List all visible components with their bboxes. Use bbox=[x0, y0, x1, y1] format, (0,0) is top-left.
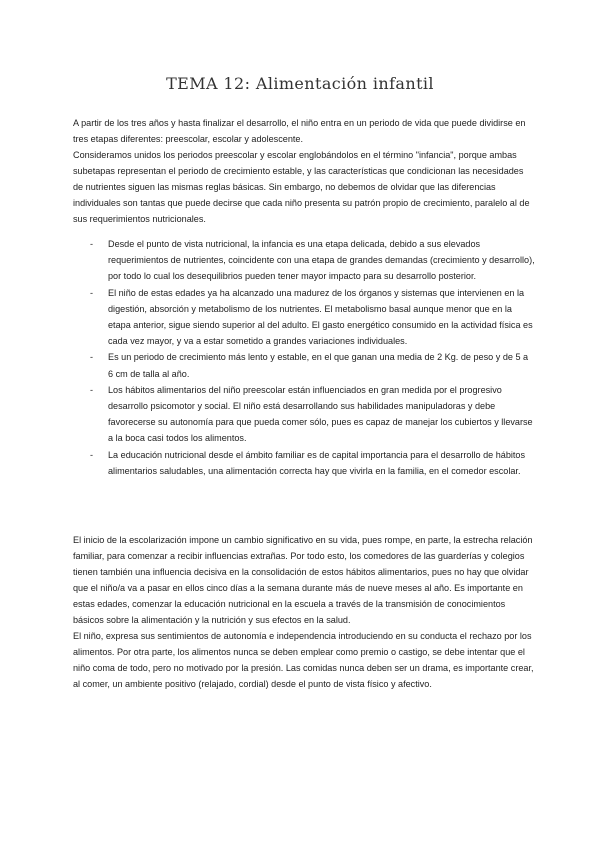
intro-paragraph: A partir de los tres años y hasta finalizar el desarrollo, el niño entra en un periodo de vida que puede dividirse en tres etapas diferentes: preescolar, escolar y adolescente. bbox=[73, 118, 526, 144]
list-item bbox=[90, 285, 535, 350]
list-item-text: La educación nutricional desde el ámbito familiar es de capital importancia para el desarrollo de hábitos alimentarios saludables, una alimentación correcta hay que vivirla en la familia, en el comedor escolar. bbox=[108, 449, 526, 476]
bullet-marker: - bbox=[90, 239, 94, 249]
intro-paragraph: Consideramos unidos los periodos preescolar y escolar englobándolos en el término "infancia", porque ambas subetapas representan el periodo de crecimiento estable, y las características que condicionan las necesidades de nutrientes siguen las mismas reglas básicas. Sin embargo, no debemos de olvidar que las diferencias individuales son tantas que puede decirse que cada niño presenta su patrón propio de crecimiento, paralelo al de sus requerimientos nutricionales. bbox=[73, 150, 530, 224]
bullet-marker: - bbox=[90, 384, 94, 395]
bullet-marker: - bbox=[90, 352, 94, 363]
closing-paragraph: El niño, expresa sus sentimientos de autonomía e independencia introduciendo en su conducta el rechazo por los alimentos. Por otra parte, los alimentos nunca se deben emplear como premio o castigo, se debe intentar que el niño coma de todo, pero no motivado por la presión. Las comidas nunca deben ser un drama, es importante crear, al comer, un ambiente positivo (relajado, cordial) desde el punto de vista físico y afectivo. bbox=[73, 631, 534, 689]
list-item-text: El niño de estas edades ya ha alcanzado una madurez de los órganos y sistemas que intervienen en la digestión, absorción y metabolismo de los nutrientes. El metabolismo basal aunque menor que en la etapa anterior, sigue siendo superior al del adulto. El gasto energético consumido en la actividad física es cada vez mayor, y va a estar sometido a grandes variaciones individuales. bbox=[108, 287, 533, 347]
closing-paragraph: El inicio de la escolarización impone un cambio significativo en su vida, pues rompe, en parte, la estrecha relación familiar, para comenzar a recibir influencias extrañas. Por todo esto, los comedores de las guarderías y colegios tienen también una influencia decisiva en la consolidación de estos hábitos alimentarios, pues no hay que olvidar que el niño/a va a pasar en ellos cinco días a la semana durante más de nueve meses al año. Es importante en estas edades, comenzar la educación nutricional en la escuela a través de la transmisión de conocimientos básicos sobre la alimentación y la nutrición y sus efectos en la salud. bbox=[73, 535, 533, 625]
list-item-text: Desde el punto de vista nutricional, la infancia es una etapa delicada, debido a sus elevados requerimientos de nutrientes, coincidente con una etapa de grandes demandas (crecimiento y desarrollo), por todo lo cual los desequilibrios pueden tener mayor impacto para su desarrollo posterior. bbox=[108, 239, 535, 282]
list-item bbox=[90, 349, 535, 381]
list-item bbox=[90, 447, 535, 479]
bullet-list bbox=[90, 236, 535, 479]
list-item bbox=[90, 236, 535, 285]
bullet-marker: - bbox=[90, 287, 94, 298]
closing-section bbox=[73, 532, 535, 692]
list-item-text: Es un periodo de crecimiento más lento y estable, en el que ganan una media de 2 Kg. de peso y de 5 a 6 cm de talla al año. bbox=[108, 352, 529, 379]
list-item-text: Los hábitos alimentarios del niño preescolar están influenciados en gran medida por el progresivo desarrollo psicomotor y social. El niño está desarrollando sus habilidades manipuladoras y debe favorecerse su autonomía para que pueda comer sólo, pues es capaz de manejar los cubiertos y llevarse a la boca casi todos los alimentos. bbox=[108, 384, 533, 444]
page-title: TEMA 12: Alimentación infantil bbox=[166, 74, 434, 93]
intro-section bbox=[73, 115, 535, 227]
list-item bbox=[90, 382, 535, 447]
bullet-marker: - bbox=[90, 449, 94, 460]
